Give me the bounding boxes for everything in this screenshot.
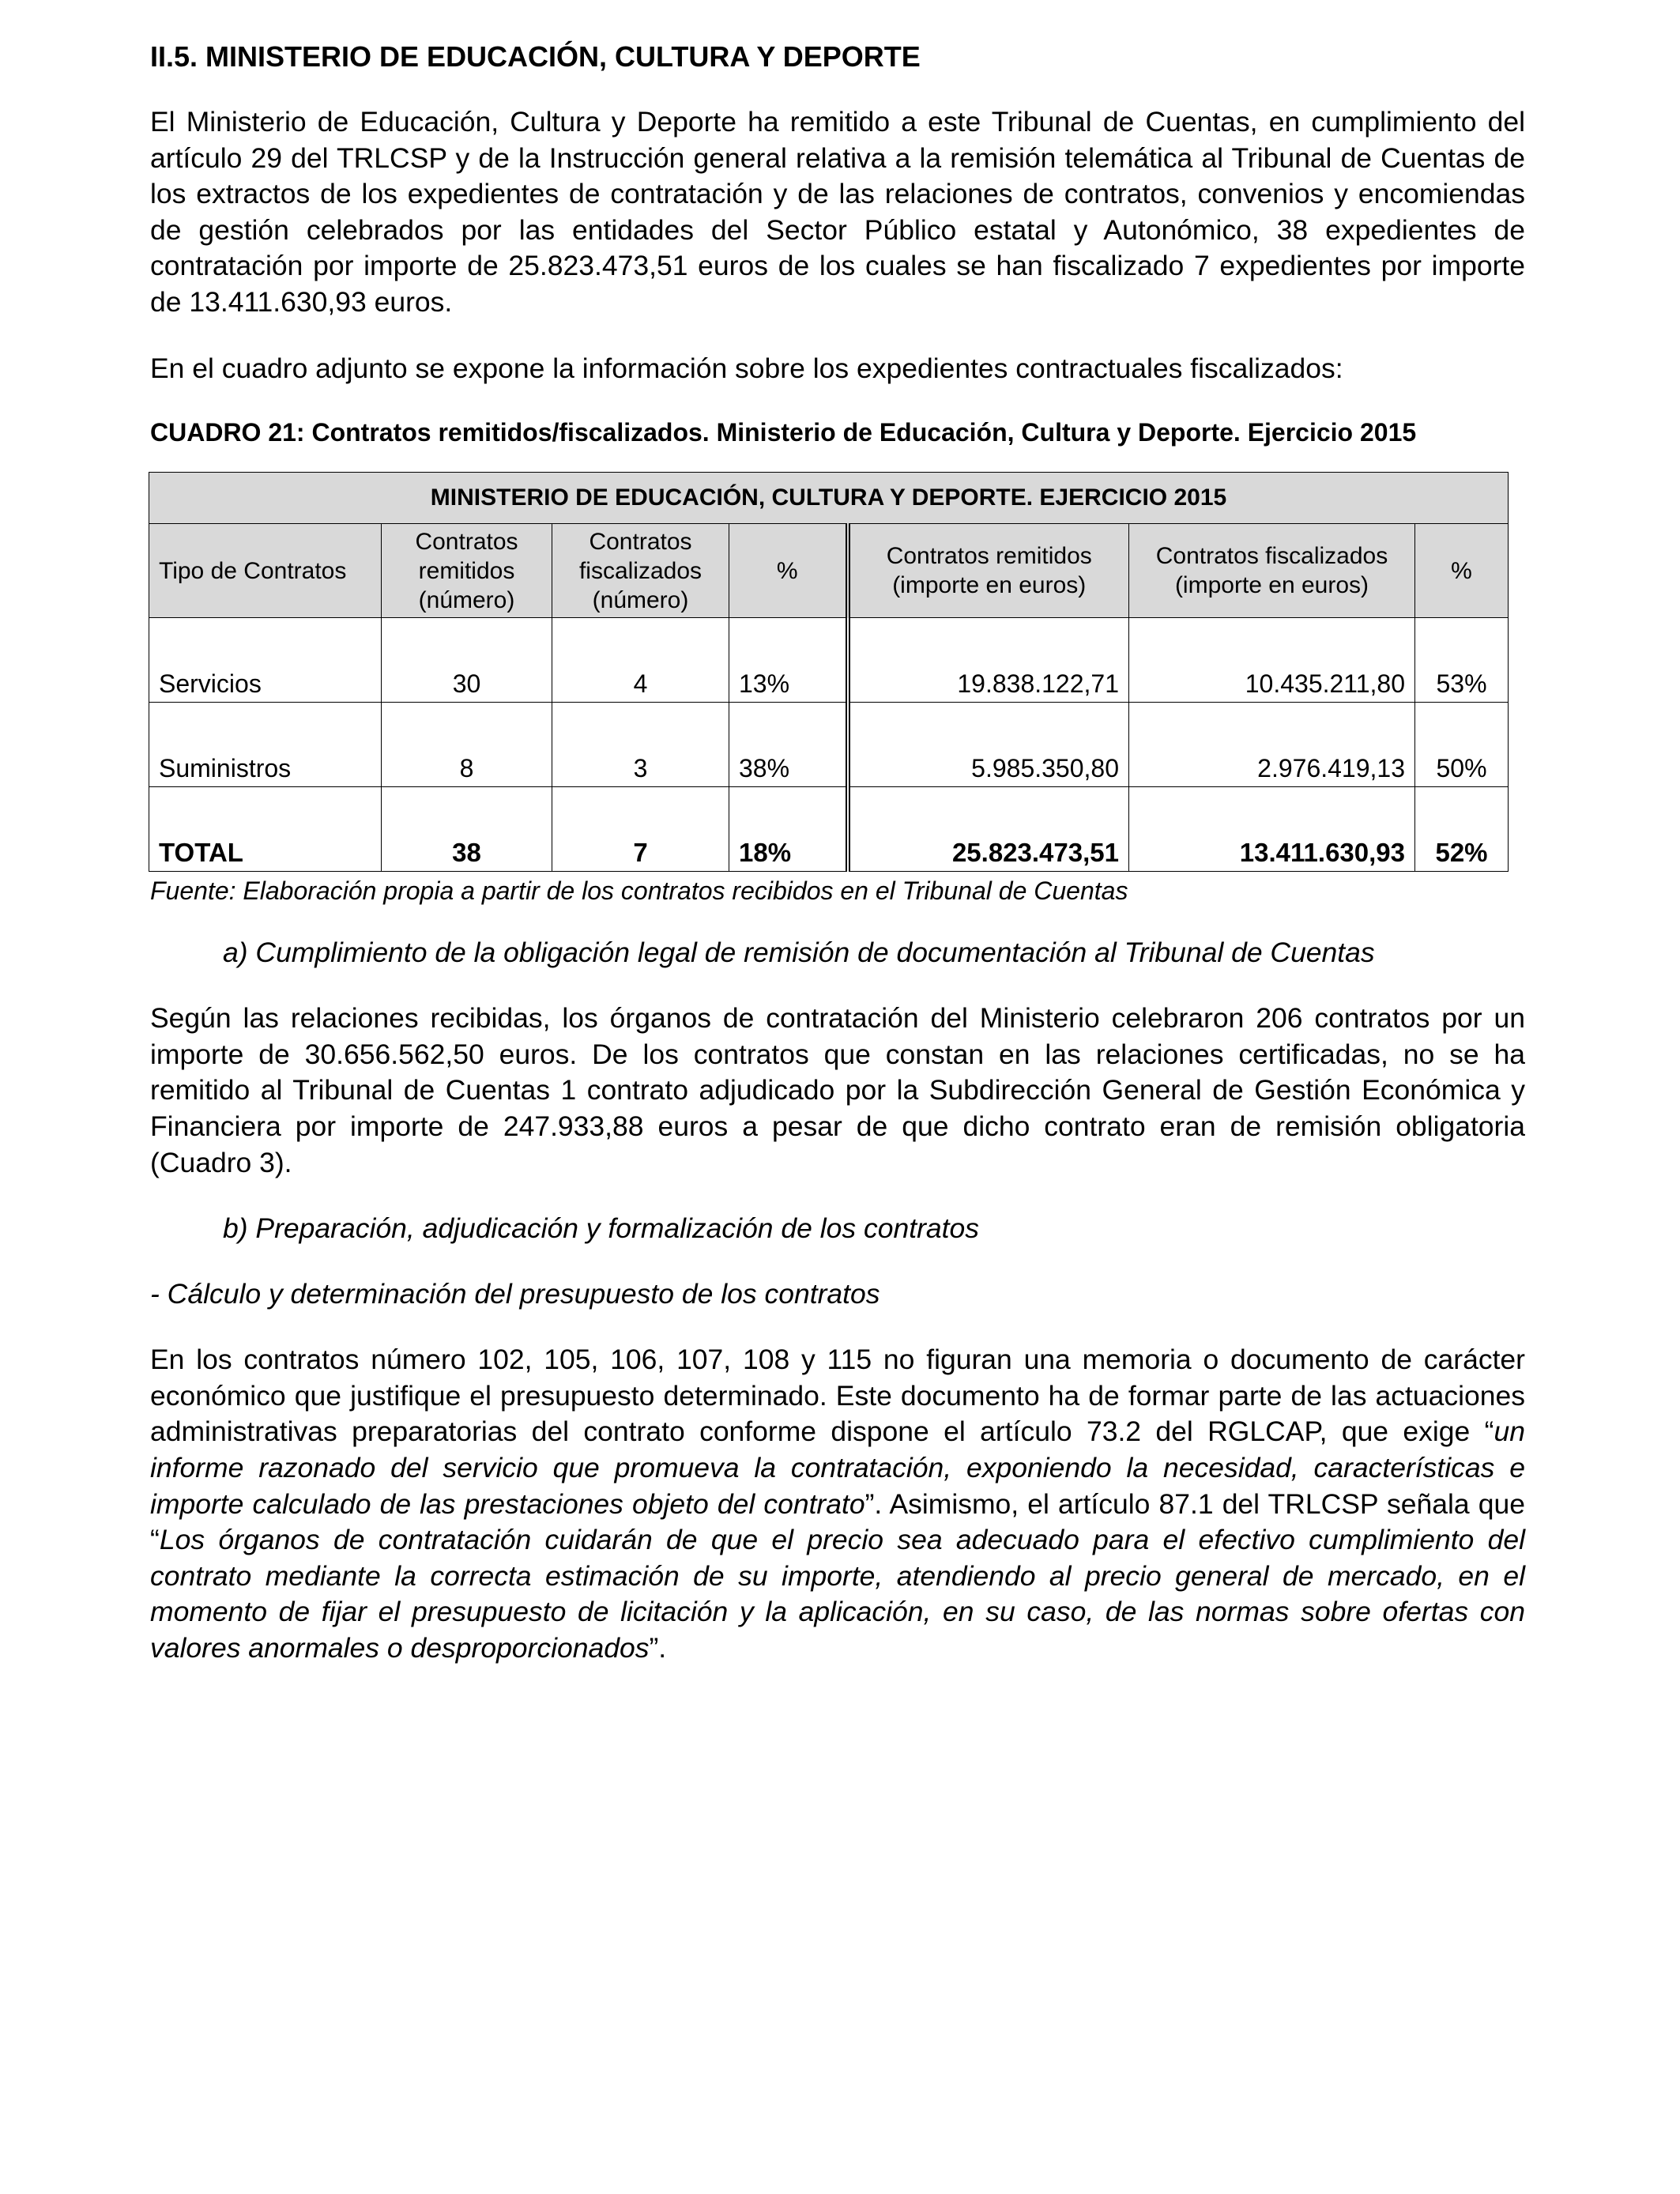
- cell-tipo: Suministros: [149, 703, 382, 787]
- subsection-b-heading: b) Preparación, adjudicación y formalización de los contratos: [223, 1212, 980, 1245]
- cell-pct-importe: 52%: [1415, 787, 1509, 872]
- quote-rglcap: un informe razonado del servicio que promueva la contratación, exponiendo la necesidad, características e importe calculado de las prestaciones objeto del contrato: [150, 1416, 1525, 1520]
- cell-remitidos-importe: 5.985.350,80: [848, 703, 1129, 787]
- table-row: [149, 618, 1509, 703]
- budget-text-1: En los contratos número 102, 105, 106, 107, 108 y 115 no figuran una memoria o documento de carácter económico que justifique el presupuesto determinado. Este documento ha de formar parte de las actuaciones administrativas preparatorias del contrato conforme dispone el artículo 73.2 del RGLCAP, que exige “: [150, 1344, 1525, 1448]
- cell-remitidos-importe: 19.838.122,71: [848, 618, 1129, 703]
- cell-fiscalizados-importe: 10.435.211,80: [1129, 618, 1415, 703]
- header-fiscalizados-numero: Contratos fiscalizados (número): [552, 524, 729, 618]
- cell-fiscalizados-numero: 4: [552, 618, 729, 703]
- cell-tipo: Servicios: [149, 618, 382, 703]
- section-heading: II.5. MINISTERIO DE EDUCACIÓN, CULTURA Y DEPORTE: [150, 40, 921, 73]
- subsection-a-paragraph: Según las relaciones recibidas, los órganos de contratación del Ministerio celebraron 206 contratos por un importe de 30.656.562,50 euros. De los contratos que constan en las relaciones certificadas, no se ha remitido al Tribunal de Cuentas 1 contrato adjudicado por la Subdirección General de Gestión Económica y Financiera por importe de 247.933,88 euros a pesar de que dicho contrato eran de remisión obligatoria (Cuadro 3).: [150, 1002, 1525, 1178]
- header-tipo: Tipo de Contratos: [149, 524, 382, 618]
- subsection-a-heading: a) Cumplimiento de la obligación legal de remisión de documentación al Tribunal de Cuentas: [223, 937, 1375, 969]
- table-caption: CUADRO 21: Contratos remitidos/fiscalizados. Ministerio de Educación, Cultura y Deporte. Ejercicio 2015: [150, 418, 1417, 447]
- cell-pct-importe: 53%: [1415, 618, 1509, 703]
- cell-fiscalizados-numero: 7: [552, 787, 729, 872]
- cell-pct-numero: 38%: [729, 703, 848, 787]
- header-pct-importe: %: [1415, 524, 1509, 618]
- budget-calculation-heading: - Cálculo y determinación del presupuesto de los contratos: [150, 1278, 880, 1310]
- quote-trlcsp: Los órganos de contratación cuidarán de que el precio sea adecuado para el efectivo cumplimiento del contrato mediante la correcta estimación de su importe, atendiendo al precio general de mercado, en el momento de fijar el presupuesto de licitación y la aplicación, en su caso, de las normas sobre ofertas con valores anormales o desproporcionados: [150, 1524, 1525, 1664]
- cell-pct-numero: 13%: [729, 618, 848, 703]
- budget-text-3: ”.: [649, 1631, 667, 1664]
- intro-paragraph: El Ministerio de Educación, Cultura y Deporte ha remitido a este Tribunal de Cuentas, en cumplimiento del artículo 29 del TRLCSP y de la Instrucción general relativa a la remisión telemática al Tribunal de Cuentas de los extractos de los expedientes de contratación y de las relaciones de contratos, convenios y encomiendas de gestión celebrados por las entidades del Sector Público estatal y Autonómico, 38 expedientes de contratación por importe de 25.823.473,51 euros de los cuales se han fiscalizado 7 expedientes por importe de 13.411.630,93 euros.: [150, 106, 1525, 318]
- intro-paragraph-2: En el cuadro adjunto se expone la información sobre los expedientes contractuales fiscalizados:: [150, 352, 1343, 384]
- cell-pct-numero: 18%: [729, 787, 848, 872]
- cell-fiscalizados-importe: 13.411.630,93: [1129, 787, 1415, 872]
- table-source-note: Fuente: Elaboración propia a partir de los contratos recibidos en el Tribunal de Cuentas: [150, 876, 1128, 906]
- cell-fiscalizados-numero: 3: [552, 703, 729, 787]
- cell-remitidos-numero: 8: [382, 703, 552, 787]
- cell-tipo: TOTAL: [149, 787, 382, 872]
- table-row: [149, 703, 1509, 787]
- cell-fiscalizados-importe: 2.976.419,13: [1129, 703, 1415, 787]
- header-fiscalizados-importe: Contratos fiscalizados (importe en euros): [1129, 524, 1415, 618]
- budget-paragraph: [150, 1342, 1525, 1666]
- cell-remitidos-numero: 38: [382, 787, 552, 872]
- header-pct-numero: %: [729, 524, 848, 618]
- header-remitidos-numero: Contratos remitidos (número): [382, 524, 552, 618]
- header-remitidos-importe: Contratos remitidos (importe en euros): [848, 524, 1129, 618]
- cell-pct-importe: 50%: [1415, 703, 1509, 787]
- cell-remitidos-numero: 30: [382, 618, 552, 703]
- cell-remitidos-importe: 25.823.473,51: [848, 787, 1129, 872]
- document-page: [150, 40, 1525, 1696]
- table-title: MINISTERIO DE EDUCACIÓN, CULTURA Y DEPORTE. EJERCICIO 2015: [149, 473, 1509, 524]
- budget-text-2: ”. Asimismo, el artículo 87.1 del TRLCSP señala que “: [150, 1487, 1525, 1556]
- contracts-table: [149, 472, 1509, 872]
- table-row-total: [149, 787, 1509, 872]
